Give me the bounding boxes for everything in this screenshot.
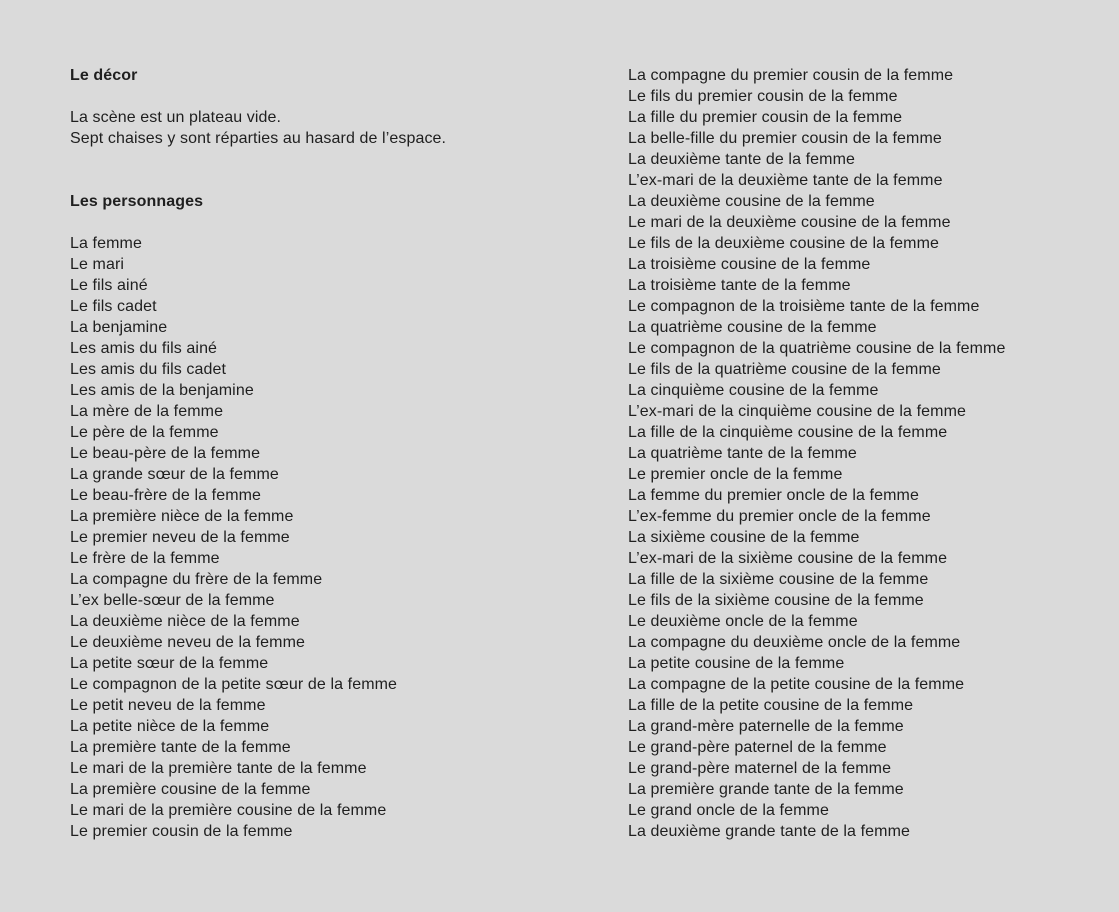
character-line: Le fils de la quatrième cousine de la femme [628, 361, 941, 378]
character-line: La sixième cousine de la femme [628, 529, 860, 546]
character-line: Le beau-frère de la femme [70, 487, 262, 504]
character-line: Les amis du fils cadet [70, 361, 227, 378]
characters-list-left [70, 233, 615, 842]
character-line: Le compagnon de la petite sœur de la femme [70, 676, 398, 693]
character-line: La petite nièce de la femme [70, 718, 270, 735]
character-line: Le grand-père maternel de la femme [628, 760, 892, 777]
character-line: La deuxième nièce de la femme [70, 613, 300, 630]
character-line: Le premier oncle de la femme [628, 466, 843, 483]
character-line: La deuxième tante de la femme [628, 151, 856, 168]
character-line: Le petit neveu de la femme [70, 697, 266, 714]
character-line: La benjamine [70, 319, 168, 336]
character-line: La fille de la cinquième cousine de la femme [628, 424, 948, 441]
stage-directions [70, 107, 615, 149]
decor-heading: Le décor [70, 67, 138, 84]
character-line: La femme [70, 235, 142, 252]
character-line: La première tante de la femme [70, 739, 291, 756]
character-line: La première grande tante de la femme [628, 781, 904, 798]
character-line: La première nièce de la femme [70, 508, 294, 525]
character-line: La compagne de la petite cousine de la femme [628, 676, 965, 693]
character-line: La cinquième cousine de la femme [628, 382, 879, 399]
character-line: La fille de la sixième cousine de la femme [628, 571, 929, 588]
character-line: L’ex-mari de la deuxième tante de la femme [628, 172, 943, 189]
character-line: Le compagnon de la quatrième cousine de la femme [628, 340, 1006, 357]
stage-direction-line: Sept chaises y sont réparties au hasard de l’espace. [70, 130, 447, 147]
character-line: L’ex belle-sœur de la femme [70, 592, 275, 609]
character-line: Les amis du fils ainé [70, 340, 218, 357]
character-line: La compagne du deuxième oncle de la femme [628, 634, 961, 651]
spacer [70, 149, 615, 191]
spacer [70, 86, 615, 107]
character-line: La deuxième cousine de la femme [628, 193, 875, 210]
character-line: La petite cousine de la femme [628, 655, 845, 672]
character-line: La deuxième grande tante de la femme [628, 823, 910, 840]
character-line: Le fils de la sixième cousine de la femme [628, 592, 924, 609]
character-line: La compagne du frère de la femme [70, 571, 323, 588]
character-line: La compagne du premier cousin de la femme [628, 67, 954, 84]
characters-list-right [628, 65, 1113, 842]
personnages-heading: Les personnages [70, 193, 204, 210]
character-line: La troisième cousine de la femme [628, 256, 871, 273]
character-line: La belle-fille du premier cousin de la femme [628, 130, 942, 147]
character-line: L’ex-femme du premier oncle de la femme [628, 508, 931, 525]
character-line: Le premier cousin de la femme [70, 823, 293, 840]
character-line: Le mari de la deuxième cousine de la femme [628, 214, 951, 231]
character-line: La femme du premier oncle de la femme [628, 487, 919, 504]
character-line: Le mari de la première tante de la femme [70, 760, 367, 777]
character-line: La grande sœur de la femme [70, 466, 279, 483]
character-line: Le fils cadet [70, 298, 157, 315]
character-line: La mère de la femme [70, 403, 224, 420]
character-line: Le grand oncle de la femme [628, 802, 829, 819]
character-line: Le beau-père de la femme [70, 445, 261, 462]
character-line: La fille de la petite cousine de la femme [628, 697, 914, 714]
character-line: Les amis de la benjamine [70, 382, 254, 399]
character-line: Le mari de la première cousine de la femme [70, 802, 387, 819]
character-line: Le fils ainé [70, 277, 148, 294]
character-line: La troisième tante de la femme [628, 277, 851, 294]
character-line: L’ex-mari de la sixième cousine de la femme [628, 550, 948, 567]
character-line: La quatrième tante de la femme [628, 445, 857, 462]
character-line: L’ex-mari de la cinquième cousine de la femme [628, 403, 966, 420]
stage-direction-line: La scène est un plateau vide. [70, 109, 282, 126]
character-line: La fille du premier cousin de la femme [628, 109, 903, 126]
character-line: Le compagnon de la troisième tante de la femme [628, 298, 980, 315]
character-line: Le frère de la femme [70, 550, 220, 567]
character-line: Le deuxième neveu de la femme [70, 634, 306, 651]
character-line: Le fils de la deuxième cousine de la femme [628, 235, 940, 252]
character-line: Le mari [70, 256, 125, 273]
character-line: La quatrième cousine de la femme [628, 319, 877, 336]
character-line: Le grand-père paternel de la femme [628, 739, 887, 756]
character-line: Le père de la femme [70, 424, 219, 441]
character-line: La petite sœur de la femme [70, 655, 269, 672]
right-column [628, 65, 1113, 842]
spacer [70, 212, 615, 233]
left-column [70, 65, 615, 842]
character-line: Le fils du premier cousin de la femme [628, 88, 898, 105]
character-line: Le deuxième oncle de la femme [628, 613, 858, 630]
character-line: Le premier neveu de la femme [70, 529, 290, 546]
character-line: La première cousine de la femme [70, 781, 311, 798]
character-line: La grand-mère paternelle de la femme [628, 718, 904, 735]
